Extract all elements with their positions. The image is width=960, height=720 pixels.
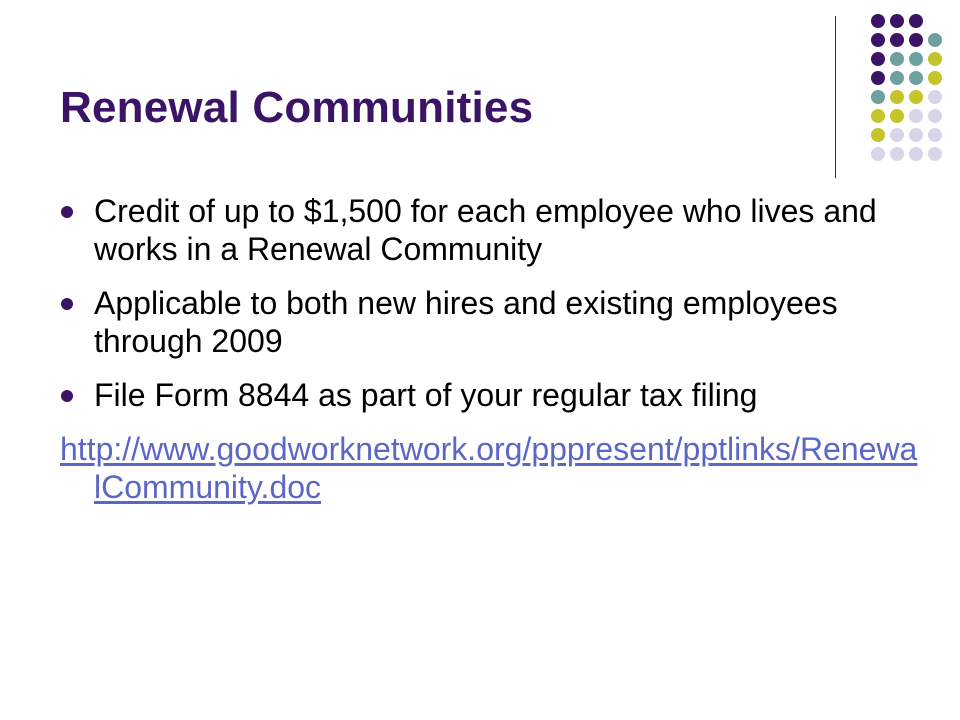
decorative-dot (871, 90, 885, 104)
decorative-dot (928, 128, 942, 142)
decorative-dot (928, 71, 942, 85)
bullet-item (60, 192, 920, 268)
decorative-dot (928, 33, 942, 47)
decorative-dot (871, 52, 885, 66)
decorative-dot (890, 71, 904, 85)
bullet-point-icon (61, 390, 73, 402)
decorative-dot (928, 90, 942, 104)
decorative-dot (909, 14, 923, 28)
decorative-dot (871, 71, 885, 85)
decorative-dot (890, 14, 904, 28)
decorative-dot (871, 109, 885, 123)
bullet-text: Credit of up to $1,500 for each employee who lives and works in a Renewal Community (94, 193, 877, 267)
decorative-dot (890, 128, 904, 142)
bullet-point-icon (61, 206, 73, 218)
bullet-item (60, 376, 920, 414)
slide-title: Renewal Communities (60, 83, 534, 132)
title-divider-line (835, 16, 836, 178)
decorative-dot (871, 33, 885, 47)
decorative-dot (909, 147, 923, 161)
decorative-dot (909, 90, 923, 104)
reference-link-paragraph (60, 430, 920, 506)
bullet-text: File Form 8844 as part of your regular tax filing (94, 377, 758, 413)
bullet-list (60, 192, 920, 414)
bullet-item (60, 284, 920, 360)
decorative-dot (890, 147, 904, 161)
decorative-dot (928, 52, 942, 66)
decorative-dot (871, 147, 885, 161)
decorative-dot (928, 109, 942, 123)
decorative-dot (890, 33, 904, 47)
decorative-dot (890, 90, 904, 104)
decorative-dot (909, 109, 923, 123)
bullet-text: Applicable to both new hires and existing employees through 2009 (94, 285, 838, 359)
decorative-dot (909, 128, 923, 142)
bullet-point-icon (61, 298, 73, 310)
decorative-dot (909, 71, 923, 85)
decorative-dot (871, 128, 885, 142)
reference-link[interactable]: http://www.goodworknetwork.org/pppresent/pptlinks/RenewalCommunity.doc (60, 431, 918, 505)
decorative-dot (909, 33, 923, 47)
decorative-dot (871, 14, 885, 28)
decorative-dot (890, 109, 904, 123)
decorative-dot (890, 52, 904, 66)
decorative-dot (909, 52, 923, 66)
decorative-dot (928, 147, 942, 161)
slide-body (60, 192, 920, 506)
